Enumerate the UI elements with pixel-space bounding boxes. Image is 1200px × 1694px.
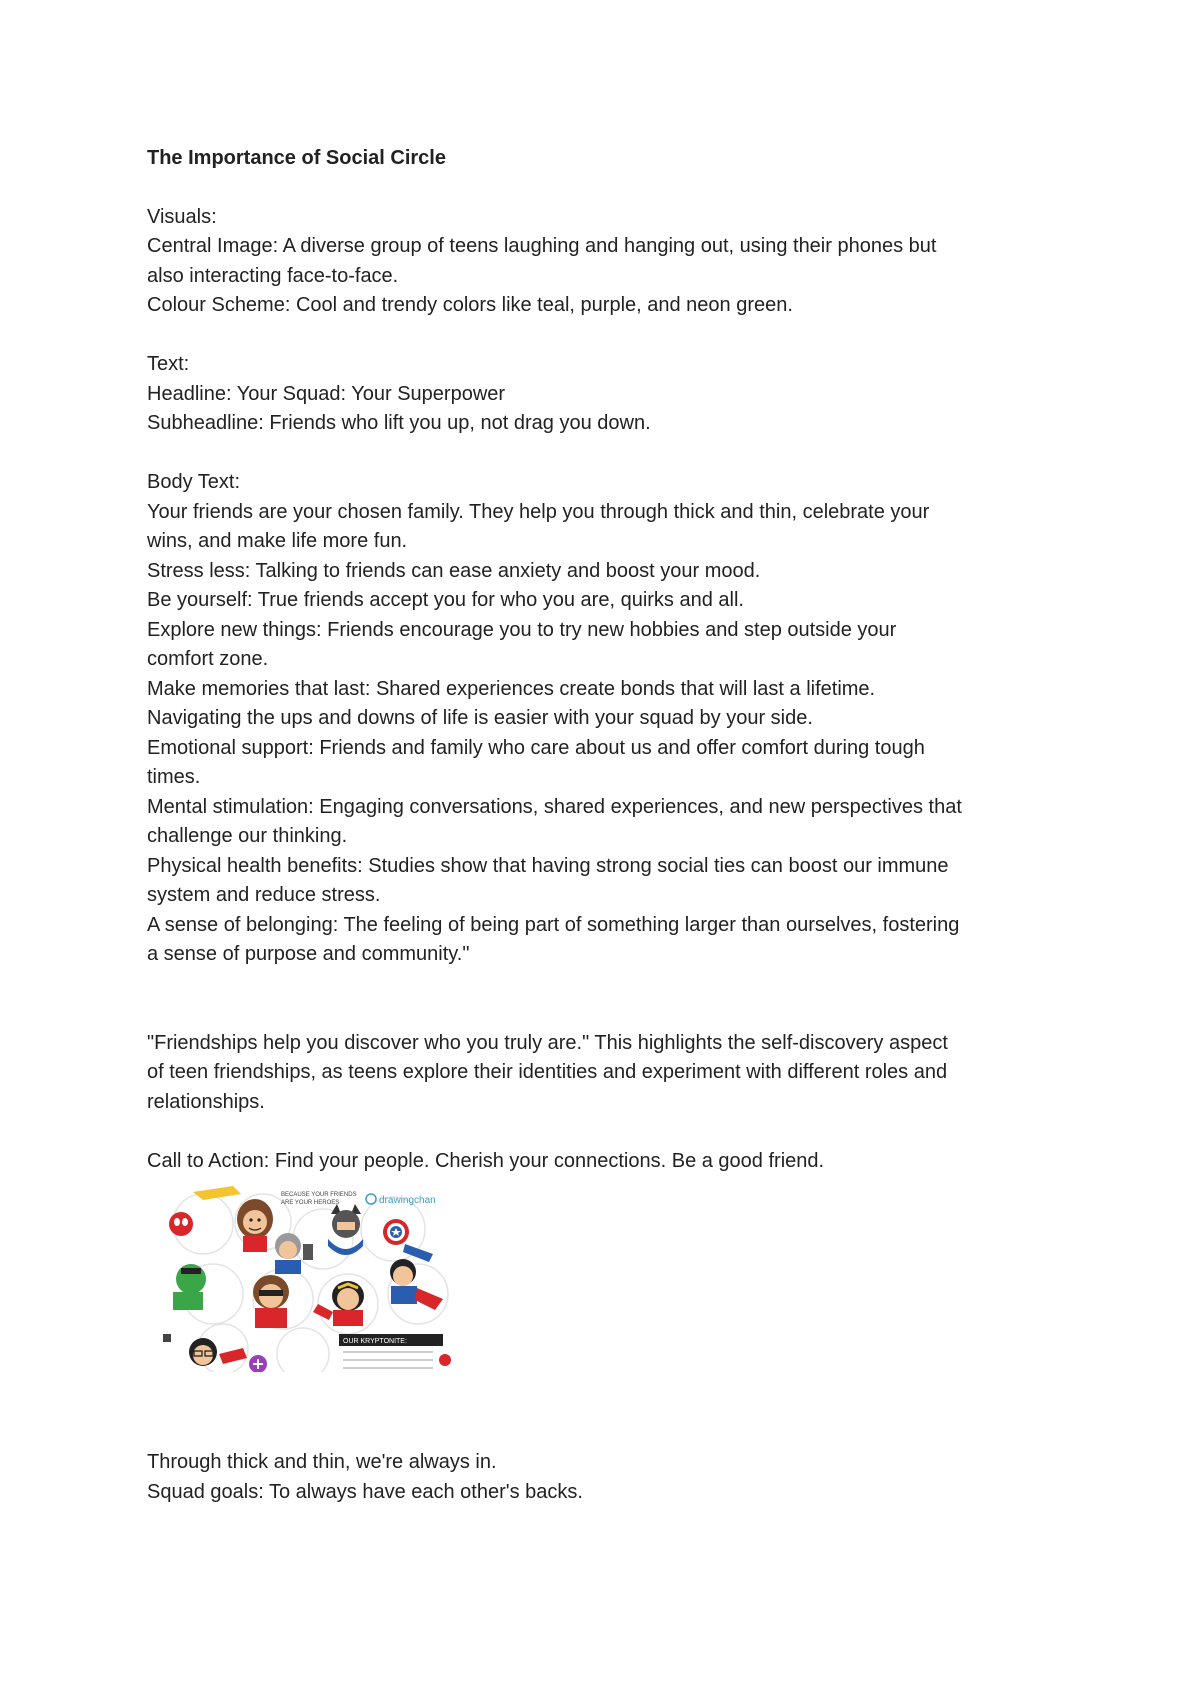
body-line: wins, and make life more fun. <box>147 530 408 552</box>
body-line: Stress less: Talking to friends can ease anxiety and boost your mood. <box>147 559 761 582</box>
body-line: comfort zone. <box>147 648 269 670</box>
call-to-action: Call to Action: Find your people. Cherish your connections. Be a good friend. <box>147 1149 825 1172</box>
body-line: Emotional support: Friends and family who care about us and offer comfort during tough <box>147 736 925 759</box>
body-line: Physical health benefits: Studies show that having strong social ties can boost our immune <box>147 854 949 877</box>
brand-label: drawingchan <box>379 1195 436 1206</box>
closing-line-2: Squad goals: To always have each other's backs. <box>147 1480 583 1503</box>
quote-line: of teen friendships, as teens explore their identities and experiment with different roles and <box>147 1061 948 1083</box>
body-line: Your friends are your chosen family. They help you through thick and thin, celebrate your <box>147 500 930 523</box>
closing-line-1: Through thick and thin, we're always in. <box>147 1451 497 1473</box>
body-line: Explore new things: Friends encourage you to try new hobbies and step outside your <box>147 618 897 641</box>
document-title: The Importance of Social Circle <box>147 147 446 169</box>
colour-scheme-line: Colour Scheme: Cool and trendy colors like teal, purple, and neon green. <box>147 294 793 316</box>
text-heading: Text: <box>147 353 190 375</box>
quote-line: relationships. <box>147 1090 265 1113</box>
central-image-line-2: also interacting face-to-face. <box>147 264 399 287</box>
body-line: Be yourself: True friends accept you for who you are, quirks and all. <box>147 589 744 611</box>
visuals-heading: Visuals: <box>147 205 217 228</box>
document-content <box>147 144 1077 1507</box>
svg-text:BECAUSE YOUR FRIENDS: BECAUSE YOUR FRIENDS <box>281 1192 357 1198</box>
body-line: challenge our thinking. <box>147 825 348 847</box>
svg-text:ARE YOUR HEROES: ARE YOUR HEROES <box>281 1200 340 1206</box>
subheadline-line: Subheadline: Friends who lift you up, not drag you down. <box>147 412 651 434</box>
superhero-friends-illustration-icon <box>163 1184 461 1372</box>
body-line: system and reduce stress. <box>147 884 381 906</box>
body-line: A sense of belonging: The feeling of being part of something larger than ourselves, fostering <box>147 913 960 936</box>
body-line: times. <box>147 766 201 788</box>
central-image-line-1: Central Image: A diverse group of teens laughing and hanging out, using their phones but <box>147 235 937 257</box>
body-line: Navigating the ups and downs of life is easier with your squad by your side. <box>147 707 813 729</box>
superhero-friends-illustration <box>163 1184 461 1372</box>
banner-label: OUR KRYPTONITE: <box>343 1338 407 1345</box>
quote-line: "Friendships help you discover who you truly are." This highlights the self-discovery aspect <box>147 1031 948 1054</box>
body-line: Mental stimulation: Engaging conversations, shared experiences, and new perspectives that <box>147 795 962 818</box>
body-line: Make memories that last: Shared experiences create bonds that will last a lifetime. <box>147 677 876 700</box>
body-line: a sense of purpose and community." <box>147 943 470 965</box>
headline-line: Headline: Your Squad: Your Superpower <box>147 382 506 405</box>
body-text-heading: Body Text: <box>147 471 241 493</box>
